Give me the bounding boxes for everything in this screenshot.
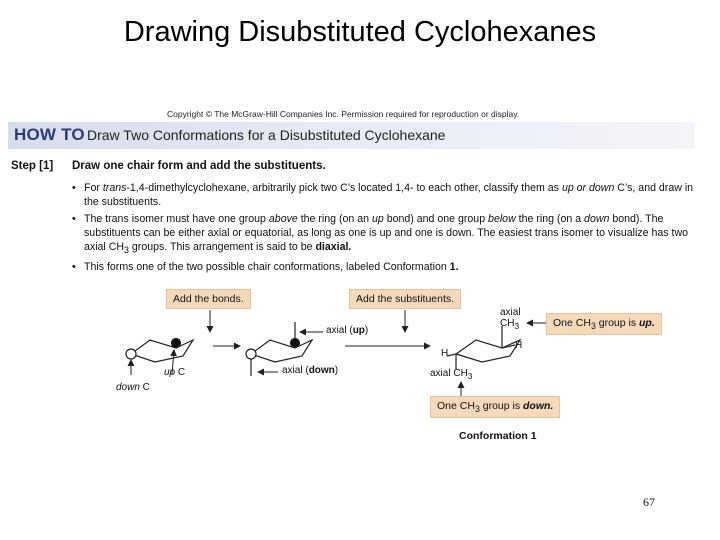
label-axial-up: axial (up) bbox=[326, 325, 369, 336]
label-h-right: H bbox=[515, 340, 523, 351]
down-carbon-marker bbox=[126, 349, 136, 359]
copyright-notice: Copyright © The McGraw-Hill Companies Inc. Permission required for reproduction or display. bbox=[167, 109, 520, 119]
callout-add-bonds: Add the bonds. bbox=[166, 289, 251, 309]
label-axial-down: axial (down) bbox=[282, 365, 339, 376]
howto-label: HOW TO bbox=[14, 125, 85, 144]
step-label: Step [1] bbox=[11, 160, 54, 172]
bullet-item: • This forms one of the two possible chair conformations, labeled Conformation 1. bbox=[72, 260, 697, 274]
up-carbon-marker bbox=[172, 339, 181, 348]
step-instruction: Draw one chair form and add the substituents. bbox=[72, 160, 326, 172]
label-down-c: down C bbox=[116, 382, 150, 393]
label-ch3-top: $CH_3$ bbox=[500, 318, 520, 331]
label-axial-top: axial bbox=[500, 307, 521, 318]
label-axial-ch3-bottom: axial $CH_3$ bbox=[430, 368, 473, 381]
chair-3 bbox=[447, 326, 523, 370]
callout-ch3-down: One $CH_3$ group is down. bbox=[430, 396, 560, 418]
label-up-c: up C bbox=[164, 367, 186, 378]
slide-title: Drawing Disubstituted Cyclohexanes bbox=[123, 16, 597, 48]
bullet-item: • For trans-1,4-dimethylcyclohexane, arbitrarily pick two C’s located 1,4- to each other, classify them as up or down C’s, and draw in the substituents. bbox=[72, 181, 697, 209]
bullet-item: • The trans isomer must have one group above the ring (on an up bond) and one group below the ring (on a down bond). The substituents can be either axial or equatorial, as long as one is up and one is down. The easiest trans isomer to visualize has two axial $CH_3$ groups. This arrangement is said to be diaxial. bbox=[72, 212, 697, 258]
callout-add-substituents: Add the substituents. bbox=[349, 289, 461, 309]
chair-1 bbox=[126, 339, 193, 363]
conformation-label: Conformation 1 bbox=[459, 430, 537, 442]
callout-ch3-up: One $CH_3$ group is up. bbox=[546, 313, 662, 335]
page-number: 67 bbox=[643, 495, 655, 509]
label-h-left: H bbox=[441, 348, 449, 359]
howto-heading: Draw Two Conformations for a Disubstituted Cyclohexane bbox=[87, 127, 446, 143]
